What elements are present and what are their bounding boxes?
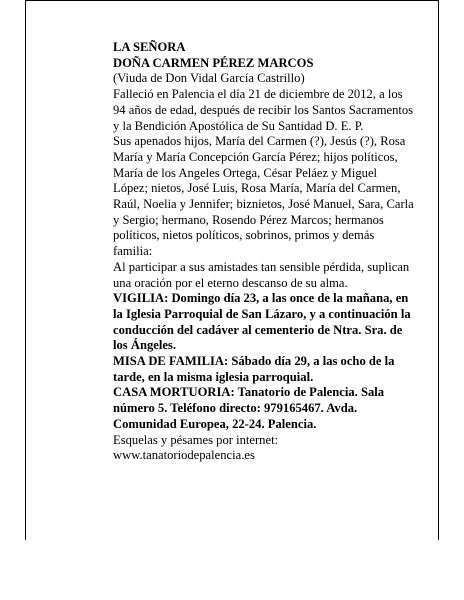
vigil-label: VIGILIA: — [113, 291, 169, 306]
request-paragraph: Al participar a sus amistades tan sensible pérdida, suplican una oración por el eterno descanso de su alma. — [113, 259, 410, 290]
mortuary-text: Tanatorio de Palencia. Sala número 5. Teléfono directo: 979165467. Avda. Comunidad Europea, 22-24. Palencia. — [113, 385, 385, 431]
vigil-paragraph — [113, 291, 415, 354]
mortuary-paragraph — [113, 385, 415, 432]
internet-line: Esquelas y pésames por internet: — [113, 432, 279, 447]
widow-of-line: (Viuda de Don Vidal García Castrillo) — [113, 71, 305, 86]
mass-text: Sábado día 29, a las ocho de la tarde, en la misma iglesia parroquial. — [113, 354, 395, 384]
death-paragraph: Falleció en Palencia el día 21 de diciembre de 2012, a los 94 años de edad, después de recibir los Santos Sacramentos y la Bendición Apostólica de Su Santidad D. E. P. — [113, 87, 414, 133]
mortuary-label: CASA MORTUORIA: — [113, 385, 235, 400]
vigil-text: Domingo día 23, a las once de la mañana, en la Iglesia Parroquial de San Lázaro, y a continuación la conducción del cadáver al cementerio de Ntra. Sra. de los Ángeles. — [113, 291, 411, 353]
mass-label: MISA DE FAMILIA: — [113, 354, 229, 369]
mass-paragraph — [113, 354, 415, 385]
obituary-notice — [113, 40, 415, 464]
title-line-1: LA SEÑORA — [113, 40, 186, 54]
title-line-2: DOÑA CARMEN PÉREZ MARCOS — [113, 55, 314, 70]
family-paragraph: Sus apenados hijos, María del Carmen (?), Jesús (?), Rosa María y María Concepción García Pérez; hijos políticos, María de los Angeles Ortega, César Peláez y Miguel López; nietos, José Luis, Rosa María, María del Carmen, Raúl, Noelia y Jennifer; biznietos, José Manuel, Sara, Carla y Sergio; hermano, Rosendo Pérez Marcos; hermanos políticos, nietos políticos, sobrinos, primos y demás familia: — [113, 134, 414, 259]
website-url: www.tanatoriodepalencia.es — [113, 448, 255, 463]
